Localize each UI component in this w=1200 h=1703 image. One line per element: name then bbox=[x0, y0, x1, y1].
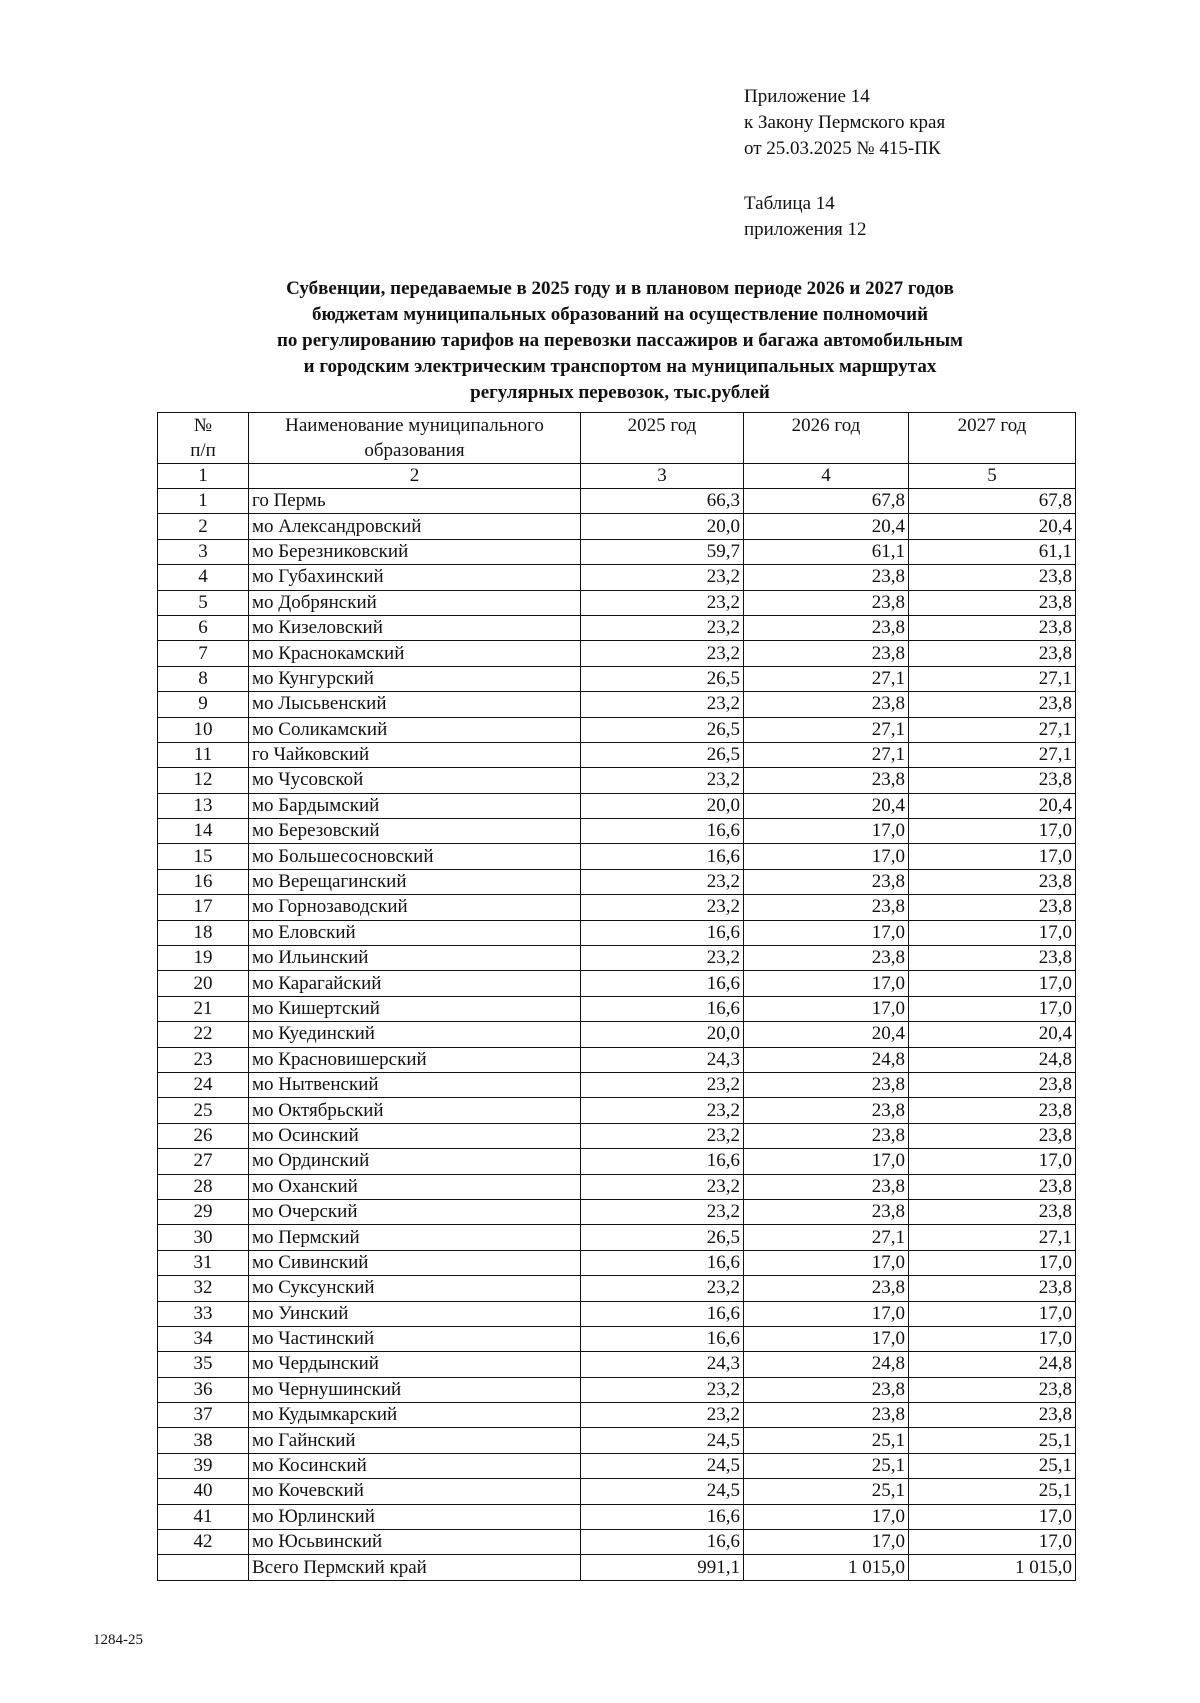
table-row bbox=[158, 768, 1076, 793]
value-2025-cell: 16,6 bbox=[581, 844, 744, 869]
header-cell-number: № п/п bbox=[158, 413, 249, 464]
table-row bbox=[158, 1530, 1076, 1555]
value-2026-cell: 20,4 bbox=[744, 514, 909, 539]
value-2026-cell: 23,8 bbox=[744, 692, 909, 717]
table-row bbox=[158, 1301, 1076, 1326]
municipality-name-cell: мо Большесосновский bbox=[249, 844, 581, 869]
row-number-cell: 3 bbox=[158, 539, 249, 564]
value-2025-cell: 20,0 bbox=[581, 1022, 744, 1047]
municipality-name-cell: мо Березниковский bbox=[249, 539, 581, 564]
table-row bbox=[158, 742, 1076, 767]
table-row bbox=[158, 844, 1076, 869]
value-2026-cell: 67,8 bbox=[744, 489, 909, 514]
table-row bbox=[158, 1250, 1076, 1275]
value-2027-cell: 67,8 bbox=[909, 489, 1076, 514]
total-row bbox=[158, 1555, 1076, 1580]
table-ref-line: Таблица 14 bbox=[744, 193, 835, 214]
value-2027-cell: 23,8 bbox=[909, 946, 1076, 971]
value-2026-cell: 23,8 bbox=[744, 1072, 909, 1097]
value-2026-cell: 17,0 bbox=[744, 1504, 909, 1529]
row-number-cell: 36 bbox=[158, 1377, 249, 1402]
table-row bbox=[158, 1174, 1076, 1199]
municipality-name-cell: мо Кизеловский bbox=[249, 615, 581, 640]
municipality-name-cell: мо Очерский bbox=[249, 1199, 581, 1224]
row-number-cell: 39 bbox=[158, 1453, 249, 1478]
value-2027-cell: 23,8 bbox=[909, 1098, 1076, 1123]
row-number-cell: 24 bbox=[158, 1072, 249, 1097]
municipality-name-cell: мо Октябрьский bbox=[249, 1098, 581, 1123]
table-ref-line: приложения 12 bbox=[744, 219, 867, 240]
value-2026-cell: 17,0 bbox=[744, 996, 909, 1021]
row-number-cell: 42 bbox=[158, 1530, 249, 1555]
row-number-cell: 16 bbox=[158, 869, 249, 894]
value-2027-cell: 17,0 bbox=[909, 1504, 1076, 1529]
row-number-cell: 5 bbox=[158, 590, 249, 615]
value-2027-cell: 17,0 bbox=[909, 971, 1076, 996]
row-number-cell: 7 bbox=[158, 641, 249, 666]
row-number-cell: 31 bbox=[158, 1250, 249, 1275]
row-number-cell: 28 bbox=[158, 1174, 249, 1199]
title-line: и городским электрическим транспортом на муниципальных маршрутах bbox=[303, 356, 937, 377]
municipality-name-cell: мо Кудымкарский bbox=[249, 1403, 581, 1428]
row-number-cell: 14 bbox=[158, 819, 249, 844]
value-2025-cell: 16,6 bbox=[581, 1504, 744, 1529]
table-row bbox=[158, 539, 1076, 564]
value-2025-cell: 23,2 bbox=[581, 869, 744, 894]
value-2027-cell: 20,4 bbox=[909, 1022, 1076, 1047]
value-2025-cell: 26,5 bbox=[581, 666, 744, 691]
value-2025-cell: 24,3 bbox=[581, 1047, 744, 1072]
subventions-table bbox=[157, 412, 1076, 1581]
row-number-cell: 41 bbox=[158, 1504, 249, 1529]
municipality-name-cell: мо Еловский bbox=[249, 920, 581, 945]
header-cell-2025: 2025 год bbox=[581, 413, 744, 464]
row-number-cell: 10 bbox=[158, 717, 249, 742]
table-row bbox=[158, 1276, 1076, 1301]
row-number-cell: 25 bbox=[158, 1098, 249, 1123]
value-2026-cell: 23,8 bbox=[744, 1276, 909, 1301]
value-2026-cell: 17,0 bbox=[744, 1250, 909, 1275]
table-row bbox=[158, 666, 1076, 691]
value-2027-cell: 17,0 bbox=[909, 920, 1076, 945]
value-2026-cell: 23,8 bbox=[744, 1199, 909, 1224]
table-row bbox=[158, 590, 1076, 615]
value-2027-cell: 23,8 bbox=[909, 768, 1076, 793]
row-number-cell: 2 bbox=[158, 514, 249, 539]
value-2026-cell: 17,0 bbox=[744, 971, 909, 996]
row-number-cell: 19 bbox=[158, 946, 249, 971]
value-2026-cell: 20,4 bbox=[744, 793, 909, 818]
table-reference bbox=[744, 191, 866, 243]
value-2027-cell: 27,1 bbox=[909, 717, 1076, 742]
value-2026-cell: 23,8 bbox=[744, 565, 909, 590]
value-2027-cell: 23,8 bbox=[909, 692, 1076, 717]
table-row bbox=[158, 793, 1076, 818]
appendix-reference bbox=[744, 84, 945, 162]
row-number-cell: 13 bbox=[158, 793, 249, 818]
municipality-name-cell: мо Ильинский bbox=[249, 946, 581, 971]
row-number-cell: 30 bbox=[158, 1225, 249, 1250]
table-row bbox=[158, 971, 1076, 996]
municipality-name-cell: мо Добрянский bbox=[249, 590, 581, 615]
municipality-name-cell: мо Горнозаводский bbox=[249, 895, 581, 920]
value-2025-cell: 23,2 bbox=[581, 1276, 744, 1301]
table-row bbox=[158, 692, 1076, 717]
municipality-name-cell: мо Косинский bbox=[249, 1453, 581, 1478]
value-2025-cell: 24,5 bbox=[581, 1428, 744, 1453]
row-number-cell: 4 bbox=[158, 565, 249, 590]
row-number-cell: 22 bbox=[158, 1022, 249, 1047]
value-2027-cell: 24,8 bbox=[909, 1352, 1076, 1377]
municipality-name-cell: мо Осинский bbox=[249, 1123, 581, 1148]
value-2025-cell: 23,2 bbox=[581, 768, 744, 793]
table-row bbox=[158, 1326, 1076, 1351]
table-row bbox=[158, 489, 1076, 514]
value-2027-cell: 27,1 bbox=[909, 666, 1076, 691]
municipality-name-cell: мо Лысьвенский bbox=[249, 692, 581, 717]
value-2026-cell: 23,8 bbox=[744, 1174, 909, 1199]
value-2026-cell: 25,1 bbox=[744, 1428, 909, 1453]
row-number-cell: 21 bbox=[158, 996, 249, 1021]
row-number-cell: 6 bbox=[158, 615, 249, 640]
header-cell-2026: 2026 год bbox=[744, 413, 909, 464]
value-2026-cell: 25,1 bbox=[744, 1479, 909, 1504]
title-line: бюджетам муниципальных образований на осуществление полномочий bbox=[311, 304, 929, 325]
value-2025-cell: 16,6 bbox=[581, 1149, 744, 1174]
appendix-line: к Закону Пермского края bbox=[744, 112, 946, 133]
table-row bbox=[158, 1072, 1076, 1097]
value-2027-cell: 23,8 bbox=[909, 1123, 1076, 1148]
value-2025-cell: 66,3 bbox=[581, 489, 744, 514]
table-row bbox=[158, 1022, 1076, 1047]
value-2025-cell: 26,5 bbox=[581, 1225, 744, 1250]
municipality-name-cell: мо Суксунский bbox=[249, 1276, 581, 1301]
municipality-name-cell: мо Верещагинский bbox=[249, 869, 581, 894]
value-2025-cell: 23,2 bbox=[581, 615, 744, 640]
row-number-cell: 17 bbox=[158, 895, 249, 920]
municipality-name-cell: мо Уинский bbox=[249, 1301, 581, 1326]
value-2025-cell: 23,2 bbox=[581, 946, 744, 971]
value-2025-cell: 23,2 bbox=[581, 1377, 744, 1402]
row-number-cell: 12 bbox=[158, 768, 249, 793]
municipality-name-cell: мо Кунгурский bbox=[249, 666, 581, 691]
total-value-cell: 991,1 bbox=[581, 1555, 744, 1580]
value-2026-cell: 23,8 bbox=[744, 1377, 909, 1402]
table-row bbox=[158, 1352, 1076, 1377]
municipality-name-cell: мо Чернушинский bbox=[249, 1377, 581, 1402]
municipality-name-cell: мо Пермский bbox=[249, 1225, 581, 1250]
table-row bbox=[158, 1479, 1076, 1504]
total-value-cell: 1 015,0 bbox=[909, 1555, 1076, 1580]
value-2027-cell: 17,0 bbox=[909, 1250, 1076, 1275]
value-2026-cell: 23,8 bbox=[744, 869, 909, 894]
value-2025-cell: 26,5 bbox=[581, 742, 744, 767]
value-2026-cell: 23,8 bbox=[744, 895, 909, 920]
value-2025-cell: 16,6 bbox=[581, 1530, 744, 1555]
value-2027-cell: 20,4 bbox=[909, 793, 1076, 818]
value-2027-cell: 61,1 bbox=[909, 539, 1076, 564]
value-2026-cell: 23,8 bbox=[744, 1098, 909, 1123]
municipality-name-cell: мо Соликамский bbox=[249, 717, 581, 742]
value-2025-cell: 16,6 bbox=[581, 1250, 744, 1275]
table-row bbox=[158, 1377, 1076, 1402]
row-number-cell: 32 bbox=[158, 1276, 249, 1301]
value-2025-cell: 20,0 bbox=[581, 793, 744, 818]
value-2025-cell: 59,7 bbox=[581, 539, 744, 564]
column-number-cell: 2 bbox=[249, 464, 581, 489]
value-2027-cell: 23,8 bbox=[909, 615, 1076, 640]
value-2025-cell: 23,2 bbox=[581, 1403, 744, 1428]
value-2026-cell: 27,1 bbox=[744, 742, 909, 767]
value-2025-cell: 16,6 bbox=[581, 920, 744, 945]
value-2027-cell: 23,8 bbox=[909, 1403, 1076, 1428]
table-body bbox=[158, 413, 1076, 1581]
value-2025-cell: 16,6 bbox=[581, 1326, 744, 1351]
table-row bbox=[158, 869, 1076, 894]
municipality-name-cell: го Пермь bbox=[249, 489, 581, 514]
column-number-cell: 1 bbox=[158, 464, 249, 489]
value-2027-cell: 17,0 bbox=[909, 1301, 1076, 1326]
row-number-cell: 38 bbox=[158, 1428, 249, 1453]
value-2025-cell: 26,5 bbox=[581, 717, 744, 742]
municipality-name-cell: мо Кочевский bbox=[249, 1479, 581, 1504]
municipality-name-cell: мо Березовский bbox=[249, 819, 581, 844]
table-row bbox=[158, 615, 1076, 640]
municipality-name-cell: мо Кишертский bbox=[249, 996, 581, 1021]
row-number-cell: 1 bbox=[158, 489, 249, 514]
value-2027-cell: 23,8 bbox=[909, 565, 1076, 590]
value-2026-cell: 17,0 bbox=[744, 920, 909, 945]
table-row bbox=[158, 641, 1076, 666]
table-row bbox=[158, 996, 1076, 1021]
municipality-name-cell: мо Частинский bbox=[249, 1326, 581, 1351]
value-2025-cell: 23,2 bbox=[581, 1072, 744, 1097]
value-2027-cell: 24,8 bbox=[909, 1047, 1076, 1072]
table-row bbox=[158, 819, 1076, 844]
total-value-cell: 1 015,0 bbox=[744, 1555, 909, 1580]
value-2027-cell: 25,1 bbox=[909, 1479, 1076, 1504]
municipality-name-cell: мо Сивинский bbox=[249, 1250, 581, 1275]
column-number-cell: 3 bbox=[581, 464, 744, 489]
value-2027-cell: 23,8 bbox=[909, 590, 1076, 615]
table-row bbox=[158, 514, 1076, 539]
column-number-row bbox=[158, 464, 1076, 489]
value-2026-cell: 24,8 bbox=[744, 1352, 909, 1377]
municipality-name-cell: мо Юсьвинский bbox=[249, 1530, 581, 1555]
value-2026-cell: 23,8 bbox=[744, 1403, 909, 1428]
value-2026-cell: 23,8 bbox=[744, 946, 909, 971]
table-row bbox=[158, 1199, 1076, 1224]
value-2027-cell: 27,1 bbox=[909, 742, 1076, 767]
municipality-name-cell: мо Красновишерский bbox=[249, 1047, 581, 1072]
value-2025-cell: 20,0 bbox=[581, 514, 744, 539]
value-2026-cell: 23,8 bbox=[744, 768, 909, 793]
value-2026-cell: 17,0 bbox=[744, 819, 909, 844]
table-row bbox=[158, 565, 1076, 590]
value-2026-cell: 17,0 bbox=[744, 1301, 909, 1326]
row-number-cell: 29 bbox=[158, 1199, 249, 1224]
municipality-name-cell: мо Юрлинский bbox=[249, 1504, 581, 1529]
title-line: Субвенции, передаваемые в 2025 году и в плановом периоде 2026 и 2027 годов bbox=[286, 278, 954, 299]
table-row bbox=[158, 1428, 1076, 1453]
value-2026-cell: 23,8 bbox=[744, 590, 909, 615]
title-line: регулярных перевозок, тыс.рублей bbox=[470, 382, 770, 403]
row-number-cell: 34 bbox=[158, 1326, 249, 1351]
table-row bbox=[158, 1453, 1076, 1478]
value-2025-cell: 24,5 bbox=[581, 1453, 744, 1478]
table-row bbox=[158, 717, 1076, 742]
value-2026-cell: 61,1 bbox=[744, 539, 909, 564]
value-2026-cell: 27,1 bbox=[744, 666, 909, 691]
row-number-cell: 9 bbox=[158, 692, 249, 717]
value-2026-cell: 17,0 bbox=[744, 1149, 909, 1174]
value-2025-cell: 24,5 bbox=[581, 1479, 744, 1504]
table-row bbox=[158, 920, 1076, 945]
municipality-name-cell: мо Карагайский bbox=[249, 971, 581, 996]
table-row bbox=[158, 1225, 1076, 1250]
value-2025-cell: 23,2 bbox=[581, 641, 744, 666]
value-2025-cell: 23,2 bbox=[581, 590, 744, 615]
table-row bbox=[158, 1149, 1076, 1174]
row-number-cell: 8 bbox=[158, 666, 249, 691]
column-number-cell: 4 bbox=[744, 464, 909, 489]
value-2027-cell: 23,8 bbox=[909, 869, 1076, 894]
value-2025-cell: 16,6 bbox=[581, 996, 744, 1021]
value-2025-cell: 23,2 bbox=[581, 1123, 744, 1148]
appendix-line: от 25.03.2025 № 415-ПК bbox=[744, 138, 941, 159]
value-2027-cell: 17,0 bbox=[909, 1530, 1076, 1555]
value-2026-cell: 23,8 bbox=[744, 615, 909, 640]
title-line: по регулированию тарифов на перевозки пассажиров и багажа автомобильным bbox=[276, 330, 964, 351]
municipality-name-cell: го Чайковский bbox=[249, 742, 581, 767]
value-2027-cell: 20,4 bbox=[909, 514, 1076, 539]
row-number-cell: 33 bbox=[158, 1301, 249, 1326]
municipality-name-cell: мо Оханский bbox=[249, 1174, 581, 1199]
value-2025-cell: 16,6 bbox=[581, 819, 744, 844]
row-number-cell: 27 bbox=[158, 1149, 249, 1174]
row-number-cell: 23 bbox=[158, 1047, 249, 1072]
value-2027-cell: 23,8 bbox=[909, 1276, 1076, 1301]
value-2027-cell: 23,8 bbox=[909, 1199, 1076, 1224]
value-2027-cell: 23,8 bbox=[909, 1377, 1076, 1402]
column-number-cell: 5 bbox=[909, 464, 1076, 489]
value-2025-cell: 24,3 bbox=[581, 1352, 744, 1377]
value-2026-cell: 27,1 bbox=[744, 1225, 909, 1250]
value-2027-cell: 23,8 bbox=[909, 895, 1076, 920]
value-2026-cell: 23,8 bbox=[744, 1123, 909, 1148]
value-2027-cell: 17,0 bbox=[909, 1149, 1076, 1174]
value-2027-cell: 27,1 bbox=[909, 1225, 1076, 1250]
table-row bbox=[158, 1047, 1076, 1072]
table-row bbox=[158, 1098, 1076, 1123]
row-number-cell: 18 bbox=[158, 920, 249, 945]
value-2025-cell: 23,2 bbox=[581, 692, 744, 717]
document-title bbox=[140, 276, 1100, 406]
value-2025-cell: 23,2 bbox=[581, 895, 744, 920]
value-2027-cell: 23,8 bbox=[909, 641, 1076, 666]
total-number-cell bbox=[158, 1555, 249, 1580]
value-2026-cell: 25,1 bbox=[744, 1453, 909, 1478]
value-2025-cell: 23,2 bbox=[581, 1174, 744, 1199]
value-2025-cell: 23,2 bbox=[581, 565, 744, 590]
municipality-name-cell: мо Куединский bbox=[249, 1022, 581, 1047]
municipality-name-cell: мо Нытвенский bbox=[249, 1072, 581, 1097]
row-number-cell: 11 bbox=[158, 742, 249, 767]
value-2027-cell: 25,1 bbox=[909, 1428, 1076, 1453]
total-label-cell: Всего Пермский край bbox=[249, 1555, 581, 1580]
header-cell-2027: 2027 год bbox=[909, 413, 1076, 464]
row-number-cell: 35 bbox=[158, 1352, 249, 1377]
municipality-name-cell: мо Чердынский bbox=[249, 1352, 581, 1377]
value-2026-cell: 17,0 bbox=[744, 1530, 909, 1555]
value-2026-cell: 20,4 bbox=[744, 1022, 909, 1047]
value-2027-cell: 23,8 bbox=[909, 1072, 1076, 1097]
municipality-name-cell: мо Бардымский bbox=[249, 793, 581, 818]
municipality-name-cell: мо Гайнский bbox=[249, 1428, 581, 1453]
municipality-name-cell: мо Губахинский bbox=[249, 565, 581, 590]
value-2026-cell: 23,8 bbox=[744, 641, 909, 666]
value-2027-cell: 17,0 bbox=[909, 819, 1076, 844]
value-2025-cell: 23,2 bbox=[581, 1199, 744, 1224]
row-number-cell: 40 bbox=[158, 1479, 249, 1504]
table-row bbox=[158, 895, 1076, 920]
header-cell-name: Наименование муниципального образования bbox=[249, 413, 581, 464]
row-number-cell: 15 bbox=[158, 844, 249, 869]
row-number-cell: 37 bbox=[158, 1403, 249, 1428]
value-2026-cell: 17,0 bbox=[744, 1326, 909, 1351]
value-2027-cell: 25,1 bbox=[909, 1453, 1076, 1478]
table-row bbox=[158, 946, 1076, 971]
value-2026-cell: 24,8 bbox=[744, 1047, 909, 1072]
header-row bbox=[158, 413, 1076, 464]
value-2026-cell: 17,0 bbox=[744, 844, 909, 869]
municipality-name-cell: мо Чусовской bbox=[249, 768, 581, 793]
table-row bbox=[158, 1123, 1076, 1148]
table-row bbox=[158, 1403, 1076, 1428]
value-2025-cell: 16,6 bbox=[581, 1301, 744, 1326]
value-2025-cell: 23,2 bbox=[581, 1098, 744, 1123]
document-number: 1284-25 bbox=[93, 1632, 143, 1648]
value-2027-cell: 17,0 bbox=[909, 844, 1076, 869]
row-number-cell: 20 bbox=[158, 971, 249, 996]
value-2027-cell: 17,0 bbox=[909, 996, 1076, 1021]
municipality-name-cell: мо Ординский bbox=[249, 1149, 581, 1174]
value-2026-cell: 27,1 bbox=[744, 717, 909, 742]
value-2027-cell: 23,8 bbox=[909, 1174, 1076, 1199]
value-2027-cell: 17,0 bbox=[909, 1326, 1076, 1351]
value-2025-cell: 16,6 bbox=[581, 971, 744, 996]
municipality-name-cell: мо Краснокамский bbox=[249, 641, 581, 666]
row-number-cell: 26 bbox=[158, 1123, 249, 1148]
appendix-line: Приложение 14 bbox=[744, 86, 870, 107]
municipality-name-cell: мо Александровский bbox=[249, 514, 581, 539]
table-row bbox=[158, 1504, 1076, 1529]
